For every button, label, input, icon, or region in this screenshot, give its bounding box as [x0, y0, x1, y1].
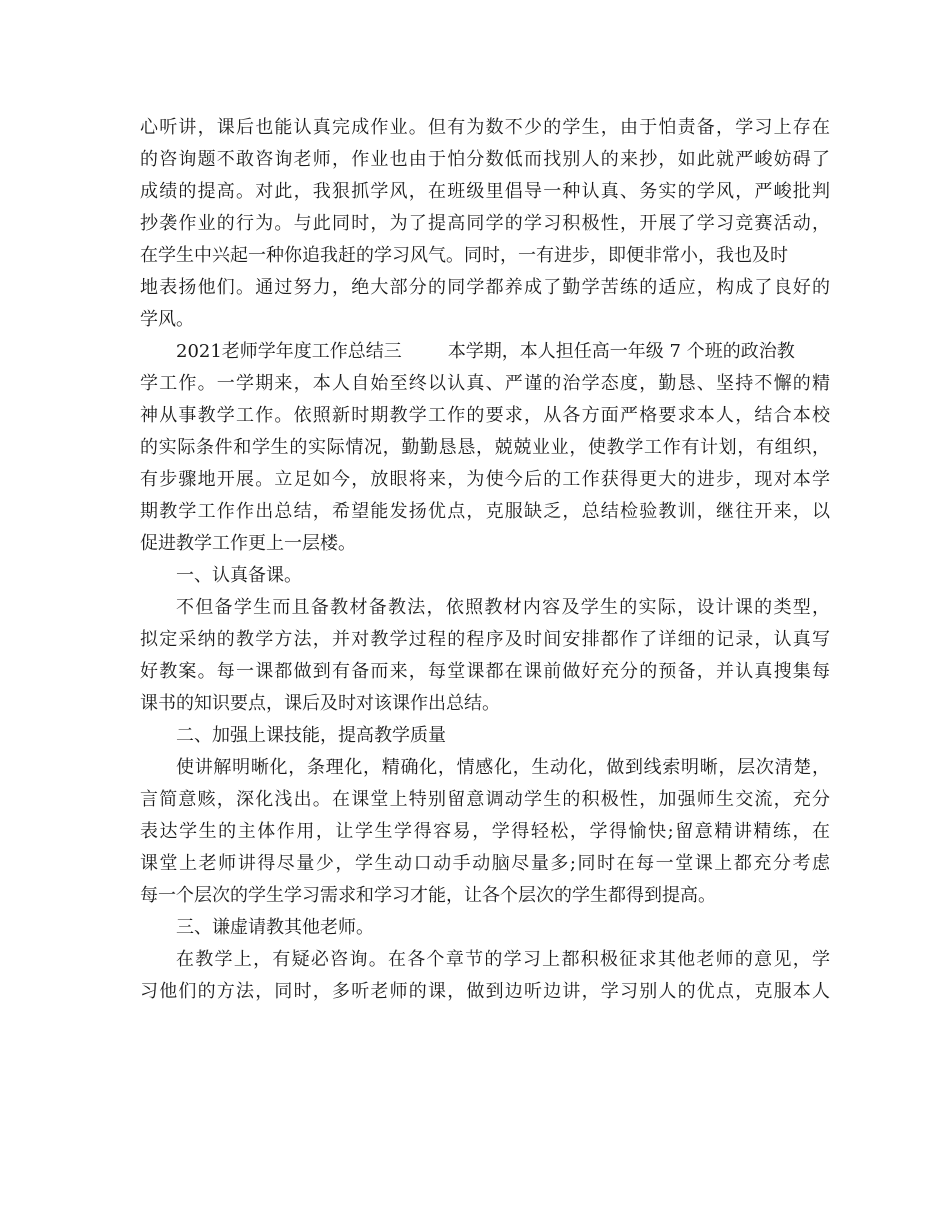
- text-line: 言简意赅，深化浅出。在课堂上特别留意调动学生的积极性，加强师生交流，充分: [140, 789, 830, 810]
- heading-prepare-lessons: 一、认真备课。: [176, 565, 302, 586]
- text-line: 不但备学生而且备教材备教法，依照教材内容及学生的实际，设计课的类型，: [176, 597, 830, 618]
- text-line: 习他们的方法，同时，多听老师的课，做到边听边讲，学习别人的优点，克服本人: [140, 981, 830, 1002]
- text-line: 好教案。每一课都做到有备而来，每堂课都在课前做好充分的预备，并认真搜集每: [140, 661, 830, 682]
- text-line: 期教学工作作出总结，希望能发扬优点，克服缺乏，总结检验教训，继往开来，以: [140, 501, 830, 522]
- text-line: 的实际条件和学生的实际情况，勤勤恳恳，兢兢业业，使教学工作有计划，有组织，: [140, 437, 830, 458]
- section-title: 2021老师学年度工作总结三: [176, 341, 402, 362]
- text-line: 的咨询题不敢咨询老师，作业也由于怕分数低而找别人的来抄，如此就严峻妨碍了: [140, 149, 830, 170]
- text-line: 促进教学工作更上一层楼。: [140, 533, 356, 554]
- text-line: 在教学上，有疑必咨询。在各个章节的学习上都积极征求其他老师的意见，学: [176, 949, 830, 970]
- text-line: 表达学生的主体作用，让学生学得容易，学得轻松，学得愉快;留意精讲精练，在: [140, 821, 830, 842]
- text-line: 课堂上老师讲得尽量少，学生动口动手动脑尽量多;同时在每一堂课上都充分考虑: [140, 853, 830, 874]
- heading-teaching-skills: 二、加强上课技能，提高教学质量: [176, 725, 446, 746]
- text-line: 抄袭作业的行为。与此同时，为了提高同学的学习积极性，开展了学习竞赛活动，: [140, 213, 830, 234]
- text-line: 学风。: [140, 309, 194, 330]
- document-page: [140, 112, 830, 1008]
- heading-consult-teachers: 三、谦虚请教其他老师。: [176, 917, 374, 938]
- section-heading-line: [140, 336, 830, 368]
- text-line: 在学生中兴起一种你追我赶的学习风气。同时，一有进步，即便非常小，我也及时: [140, 245, 788, 266]
- text-line: 课书的知识要点，课后及时对该课作出总结。: [140, 693, 500, 714]
- paragraph-start: 本学期，本人担任高一年级 7 个班的政治教: [447, 341, 795, 362]
- text-line: 拟定采纳的教学方法，并对教学过程的程序及时间安排都作了详细的记录，认真写: [140, 629, 830, 650]
- text-line: 学工作。一学期来，本人自始至终以认真、严谨的治学态度，勤恳、坚持不懈的精: [140, 373, 830, 394]
- text-line: 心听讲，课后也能认真完成作业。但有为数不少的学生，由于怕责备，学习上存在: [140, 117, 830, 138]
- text-line: 神从事教学工作。依照新时期教学工作的要求，从各方面严格要求本人，结合本校: [140, 405, 830, 426]
- text-line: 成绩的提高。对此，我狠抓学风，在班级里倡导一种认真、务实的学风，严峻批判: [140, 181, 830, 202]
- text-line: 有步骤地开展。立足如今，放眼将来，为使今后的工作获得更大的进步，现对本学: [140, 469, 830, 490]
- text-line: 地表扬他们。通过努力，绝大部分的同学都养成了勤学苦练的适应，构成了良好的: [140, 277, 830, 298]
- text-line: 使讲解明晰化，条理化，精确化，情感化，生动化，做到线索明晰，层次清楚，: [176, 757, 830, 778]
- text-line: 每一个层次的学生学习需求和学习才能，让各个层次的学生都得到提高。: [140, 885, 716, 906]
